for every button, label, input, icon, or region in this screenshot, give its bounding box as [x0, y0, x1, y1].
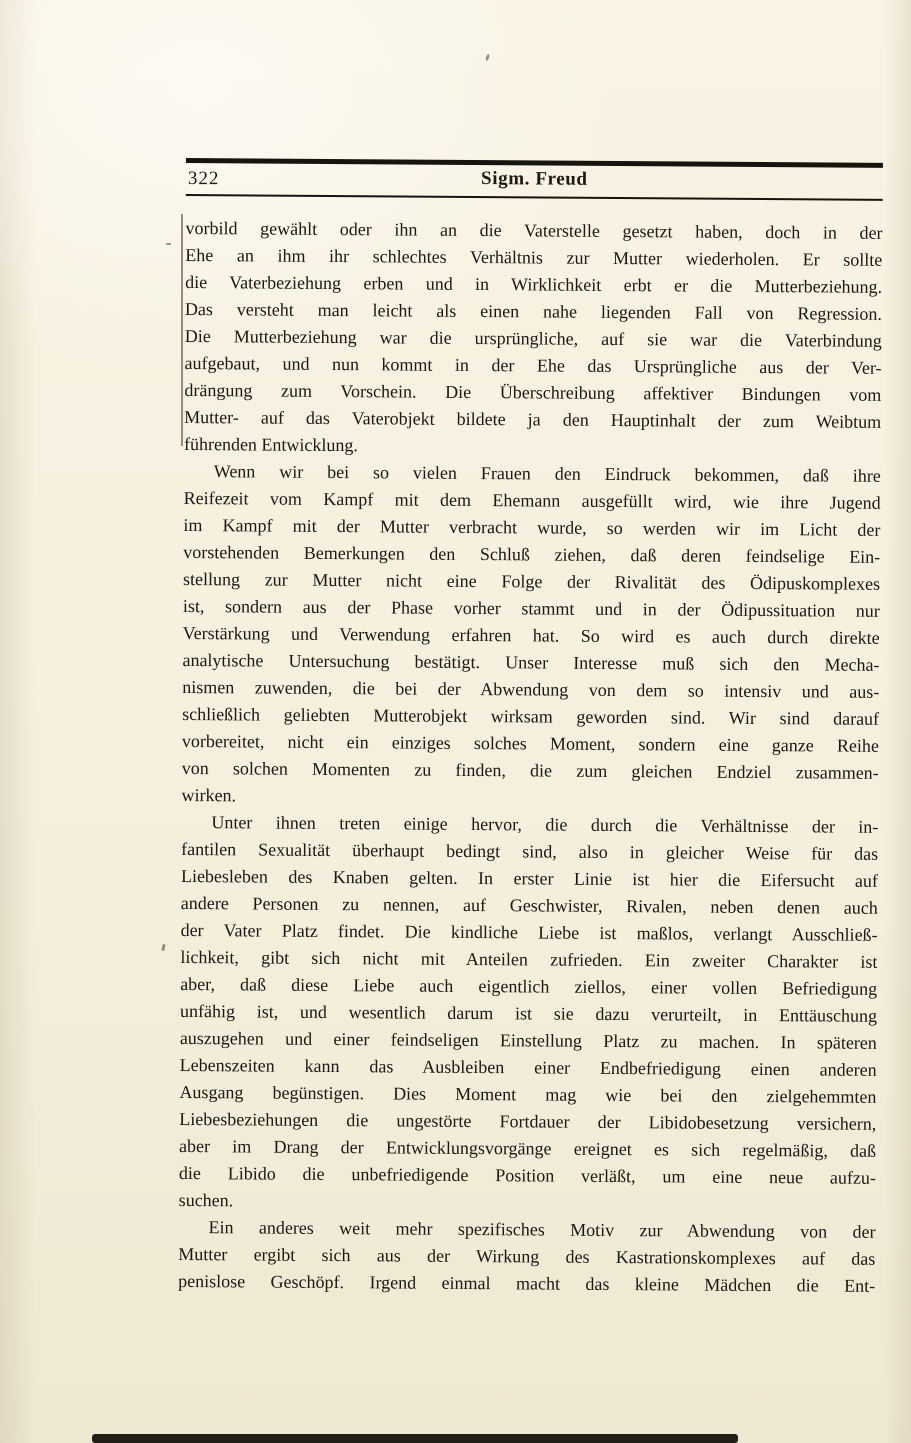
text-line: andere Personen zu nennen, auf Geschwister, Rivalen, neben denen auch [180, 892, 878, 918]
text-line: Das versteht man leicht als einen nahe liegenden Fall von Regression. [184, 298, 882, 324]
text-line: Mutter- auf das Vaterobjekt bildete ja den Hauptinhalt der zum Weibtum [184, 406, 882, 432]
text-line: nismen zuwenden, die bei der Abwendung von dem so intensiv und aus- [182, 676, 880, 702]
text-line: der Vater Platz findet. Die kindliche Liebe ist maßlos, verlangt Ausschließ- [180, 919, 878, 945]
scan-artifact-bottom-edge [92, 1434, 738, 1443]
text-line: Liebesleben des Knaben gelten. In erster Linie ist hier die Eifersucht auf [180, 865, 879, 891]
text-line: penislose Geschöpf. Irgend einmal macht das kleine Mädchen die Ent- [178, 1270, 876, 1296]
text-line: Ehe an ihm ihr schlechtes Verhältnis zur Mutter wiederholen. Er sollte [185, 244, 883, 270]
text-line: Ausgang begünstigen. Dies Moment mag wie bei den zielgehemmten [179, 1081, 877, 1107]
text-line: stellung zur Mutter nicht eine Folge der Rivalität des Ödipuskomplexes [182, 568, 881, 594]
text-line: lichkeit, gibt sich nicht mit Anteilen zufrieden. Ein zweiter Charakter ist [180, 946, 878, 972]
text-line: Die Mutterbeziehung war die ursprüngliche, auf sie war die Vaterbindung [184, 325, 882, 351]
text-line: auszugehen und einer feindseligen Einstellung Platz zu machen. In späteren [179, 1027, 877, 1053]
text-line: drängung zum Vorschein. Die Überschreibung affektiver Bindungen vom [184, 379, 882, 405]
scan-artifact-gutter-line [181, 214, 183, 446]
text-line: von solchen Momenten zu finden, die zum gleichen Endziel zusammen- [181, 757, 879, 783]
text-line: Wenn wir bei so vielen Frauen den Eindruck bekommen, daß ihre [213, 461, 881, 486]
text-line: suchen. [178, 1189, 234, 1211]
text-line: wirken. [181, 784, 237, 806]
text-line: schließlich geliebten Mutterobjekt wirksam geworden sind. Wir sind darauf [182, 703, 880, 729]
scan-artifact-speck-margin-2 [161, 944, 165, 951]
paragraph [178, 1214, 876, 1300]
text-line: im Kampf mit der Mutter verbracht wurde, so werden wir im Licht der [183, 514, 881, 540]
page-number: 322 [187, 168, 220, 190]
text-line: Unter ihnen treten einige hervor, die durch die Verhältnisse der in- [211, 812, 879, 837]
paragraph [179, 809, 879, 1219]
text-line: die Libido die unbefriedigende Position verläßt, um eine neue aufzu- [178, 1162, 876, 1188]
page-content [178, 158, 883, 1300]
text-line: fantilen Sexualität überhaupt bedingt sind, also in gleicher Weise für das [181, 838, 879, 864]
text-line: Liebesbeziehungen die ungestörte Fortdauer der Libidobesetzung versichern, [179, 1108, 877, 1134]
text-line: Verstärkung und Verwendung erfahren hat. So wird es auch durch direkte [182, 622, 880, 648]
text-line: die Vaterbeziehung erben und in Wirklichkeit erbt er die Mutterbeziehung. [185, 271, 883, 297]
running-head: Sigm. Freud [481, 168, 588, 190]
text-line: Lebenszeiten kann das Ausbleiben einer Endbefriedigung einen anderen [179, 1054, 877, 1080]
text-line: unfähig ist, und wesentlich darum ist sie dazu verurteilt, in Enttäuschung [179, 1000, 878, 1026]
text-line: Mutter ergibt sich aus der Wirkung des Kastrationskomplexes auf das [178, 1243, 876, 1269]
paragraph [181, 458, 880, 814]
text-line: Ein anderes weit mehr spezifisches Motiv zur Abwendung von der [208, 1217, 876, 1242]
text-body [178, 215, 883, 1300]
scan-artifact-speck-margin-1 [166, 243, 171, 245]
text-line: aufgebaut, und nun kommt in der Ehe das Ursprüngliche aus der Ver- [184, 352, 882, 378]
page-header [186, 166, 883, 197]
text-line: ist, sondern aus der Phase vorher stammt und in der Ödipussituation nur [182, 595, 880, 621]
scan-artifact-speck-top [485, 54, 490, 62]
text-line: vorbild gewählt oder ihn an die Vaterstelle gesetzt haben, doch in der [185, 217, 883, 243]
text-line: vorbereitet, nicht ein einziges solches Moment, sondern eine ganze Reihe [181, 730, 879, 756]
text-line: Reifezeit vom Kampf mit dem Ehemann ausgefüllt wird, wie ihre Jugend [183, 487, 881, 513]
text-line: analytische Untersuchung bestätigt. Unser Interesse muß sich den Mecha- [182, 649, 880, 675]
text-line: aber im Drang der Entwicklungsvorgänge ereignet es sich regelmäßig, daß [179, 1135, 877, 1161]
text-line: aber, daß diese Liebe auch eigentlich ziellos, einer vollen Befriedigung [180, 973, 878, 999]
text-line: vorstehenden Bemerkungen den Schluß ziehen, daß deren feindselige Ein- [183, 541, 881, 567]
text-line: führenden Entwicklung. [183, 433, 359, 456]
paragraph [184, 215, 883, 463]
